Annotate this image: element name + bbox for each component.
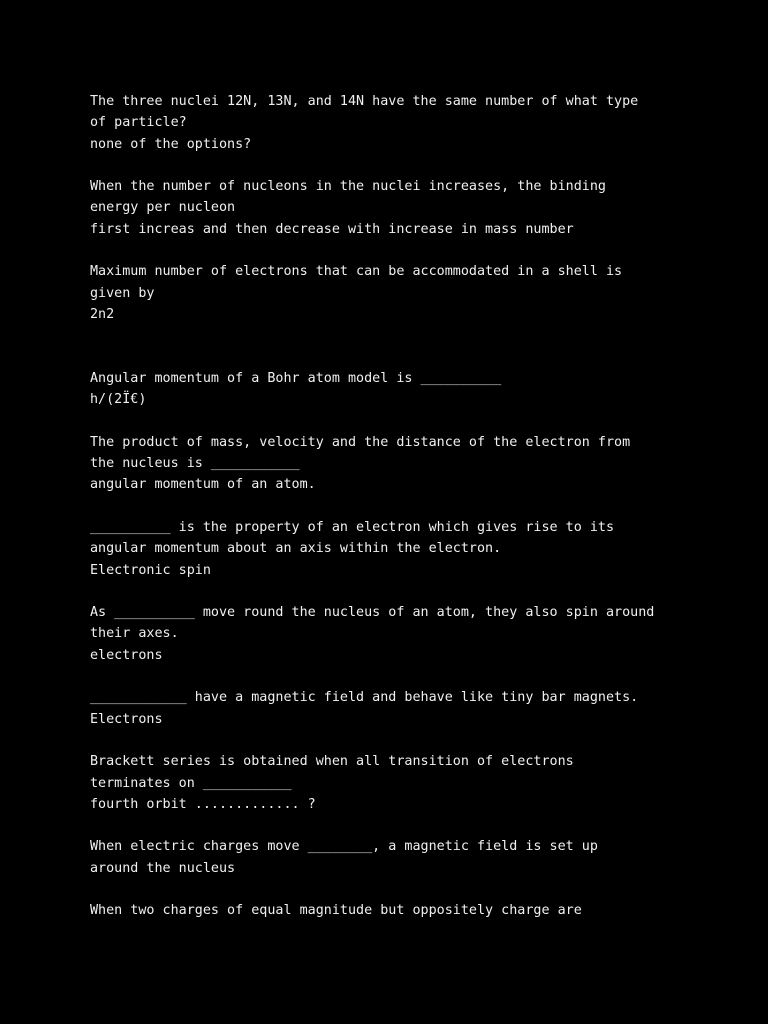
text-line: the nucleus is ___________	[90, 456, 300, 472]
text-line: none of the options?	[90, 136, 252, 152]
text-line	[90, 815, 690, 836]
text-line	[90, 347, 690, 368]
text-line: of particle?	[90, 115, 187, 131]
text-line	[90, 666, 690, 687]
text-line	[90, 581, 690, 602]
text-line: energy per nucleon	[90, 200, 236, 216]
text-line	[90, 879, 690, 900]
text-line	[90, 410, 690, 431]
text-line	[90, 496, 690, 517]
text-line: The product of mass, velocity and the distance of the electron from	[90, 434, 631, 450]
text-line: electrons	[90, 647, 163, 663]
text-line: h/(2Ï€)	[90, 392, 147, 408]
text-line: angular momentum about an axis within the electron.	[90, 541, 502, 557]
text-line: around the nucleus	[90, 860, 236, 876]
text-line: Electrons	[90, 711, 163, 727]
text-line: fourth orbit ............. ?	[90, 796, 316, 812]
text-line: first increas and then decrease with increase in mass number	[90, 221, 574, 237]
text-line: Maximum number of electrons that can be accommodated in a shell is	[90, 264, 623, 280]
text-line: angular momentum of an atom.	[90, 477, 316, 493]
text-line	[90, 325, 690, 346]
text-line: When the number of nucleons in the nuclei increases, the binding	[90, 179, 606, 195]
text-line	[90, 155, 690, 176]
text-line	[90, 240, 690, 261]
text-line: given by	[90, 285, 155, 301]
text-line: Electronic spin	[90, 562, 211, 578]
text-line: __________ is the property of an electron which gives rise to its	[90, 519, 615, 535]
document-text	[90, 91, 690, 922]
text-line: When two charges of equal magnitude but oppositely charge are	[90, 903, 582, 919]
text-line: 2n2	[90, 306, 115, 322]
text-line: The three nuclei 12N, 13N, and 14N have the same number of what type	[90, 94, 639, 109]
text-line: As __________ move round the nucleus of an atom, they also spin around	[90, 605, 655, 621]
text-line: When electric charges move ________, a magnetic field is set up	[90, 839, 598, 855]
text-line: terminates on ___________	[90, 775, 292, 791]
text-line: ____________ have a magnetic field and behave like tiny bar magnets.	[90, 690, 639, 706]
text-line	[90, 730, 690, 751]
text-line: Brackett series is obtained when all transition of electrons	[90, 754, 574, 770]
text-line: Angular momentum of a Bohr atom model is __________	[90, 370, 502, 386]
text-line: their axes.	[90, 626, 179, 642]
